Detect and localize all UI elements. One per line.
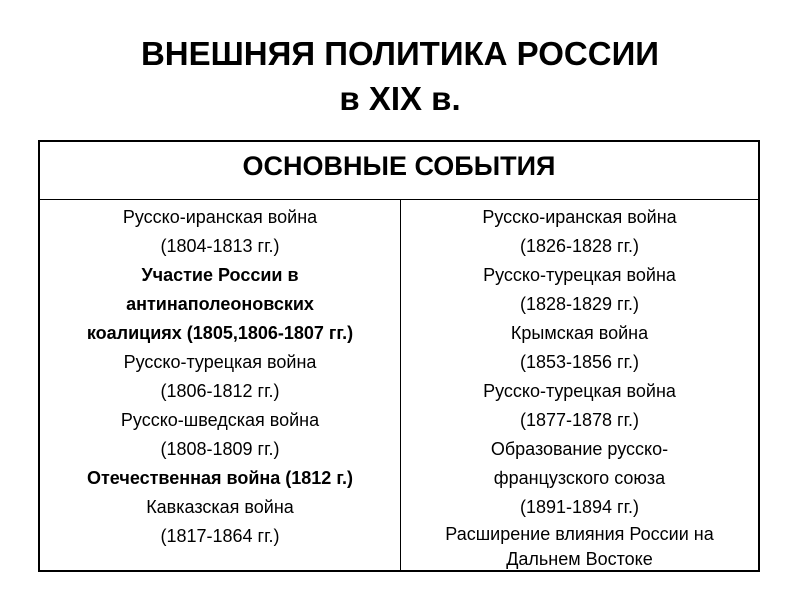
right-column: [401, 200, 758, 570]
event-iran-war-1: Русско-иранская война: [122, 207, 318, 227]
event-patriotic-war: Отечественная война (1812 г.): [86, 468, 354, 488]
event-turkish-war-1: Русско-турецкая война: [123, 352, 317, 372]
event-turkish-war-1-dates: (1806-1812 гг.): [160, 381, 280, 401]
event-coalitions-line-1: Участие России в: [141, 265, 299, 285]
event-franco-russian-alliance-line-2: французского союза: [493, 468, 666, 488]
event-caucasian-war-dates: (1817-1864 гг.): [160, 526, 280, 546]
event-crimean-war-dates: (1853-1856 гг.): [519, 352, 639, 372]
event-far-east-line-1: Расширение влияния России на: [445, 524, 714, 544]
event-caucasian-war: Кавказская война: [146, 497, 294, 517]
event-swedish-war: Русско-шведская война: [120, 410, 320, 430]
event-iran-war-2-dates: (1826-1828 гг.): [519, 236, 639, 256]
event-swedish-war-dates: (1808-1809 гг.): [160, 439, 280, 459]
event-franco-russian-alliance-line-1: Образование русско-: [490, 439, 669, 459]
event-turkish-war-3: Русско-турецкая война: [483, 381, 676, 401]
event-iran-war-2: Русско-иранская война: [482, 207, 677, 227]
event-iran-war-1-dates: (1804-1813 гг.): [160, 236, 280, 256]
event-turkish-war-3-dates: (1877-1878 гг.): [519, 410, 639, 430]
events-table: [38, 140, 760, 572]
page-subtitle: в XIX в.: [339, 80, 461, 117]
page-title: ВНЕШНЯЯ ПОЛИТИКА РОССИИ: [140, 35, 660, 72]
event-coalitions-line-3: коалициях (1805,1806-1807 гг.): [86, 323, 354, 343]
event-coalitions-line-2: антинаполеоновских: [126, 294, 314, 314]
event-franco-russian-alliance-dates: (1891-1894 гг.): [519, 497, 639, 517]
event-turkish-war-2-dates: (1828-1829 гг.): [519, 294, 639, 314]
table-header: ОСНОВНЫЕ СОБЫТИЯ: [40, 142, 758, 200]
table-columns: [40, 200, 758, 570]
event-far-east-line-2: Дальнем Востоке: [506, 549, 653, 569]
event-turkish-war-2: Русско-турецкая война: [483, 265, 676, 285]
event-crimean-war: Крымская война: [510, 323, 649, 343]
left-column: [40, 200, 401, 570]
